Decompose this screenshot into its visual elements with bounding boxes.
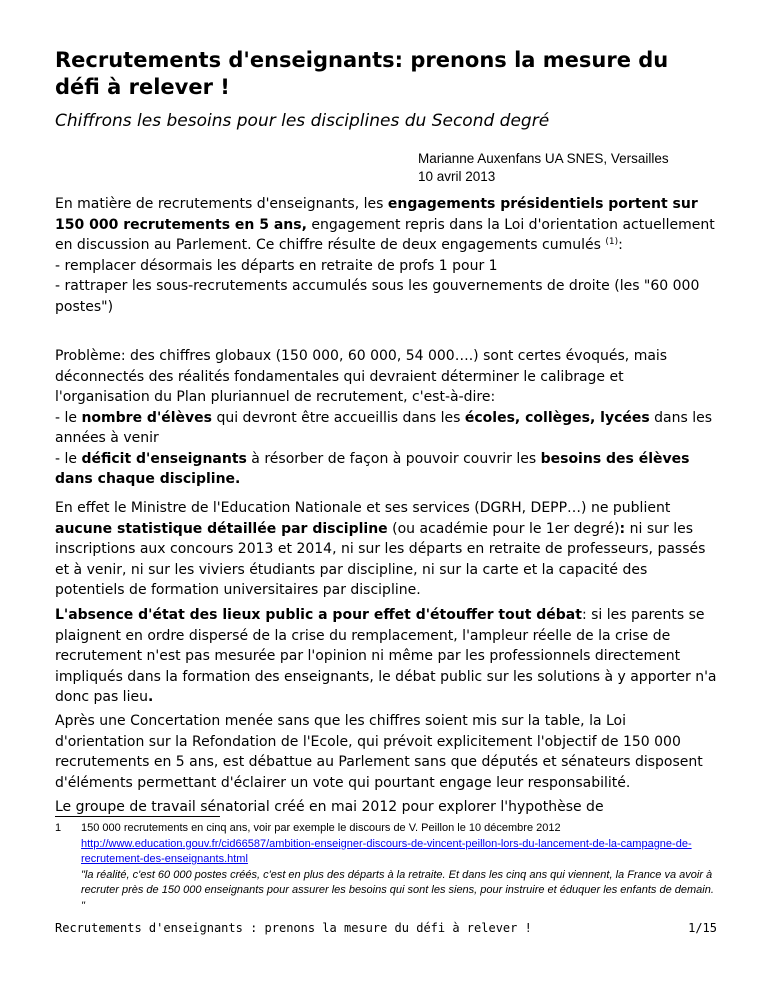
text-run: dans les années à venir — [55, 409, 713, 446]
footnote-reference[interactable]: (1) — [605, 237, 619, 247]
list-item — [55, 408, 717, 449]
bold-run: déficit d'enseignants — [81, 450, 247, 467]
text-run: ni sur les inscriptions aux concours 2013 et 2014, ni sur les départs en retraite de professeurs, passés et à venir, ni sur les viviers étudiants par discipline, ni sur la carte et la capacité des potentiels de formation universitaires par discipline. — [55, 520, 706, 598]
list-item — [55, 449, 717, 490]
paragraph-intro: Problème: des chiffres globaux (150 000, 60 000, 54 000….) sont certes évoqués, mais déconnectés des réalités fondamentales qui devraient déterminer le calibrage et l'organisation du Plan pluriannuel de recrutement, c'est-à-dire: — [55, 348, 668, 405]
bold-run: . — [147, 689, 154, 705]
text-run: qui devront être accueillis dans les — [212, 409, 465, 426]
publication-date: 10 avril 2013 — [418, 169, 496, 184]
paragraph-probleme — [55, 346, 717, 490]
text-run: En matière de recrutements d'enseignants, les — [55, 196, 388, 212]
paragraph-intro — [55, 194, 717, 256]
document-subtitle: Chiffrons les besoins pour les disciplines du Second degré — [55, 111, 550, 131]
text-run: (ou académie pour le 1er degré) — [387, 520, 620, 537]
author-block — [418, 150, 718, 186]
bold-run: engagements présidentiels portent sur 150 000 recrutements en 5 ans, — [55, 196, 698, 233]
list-item: - rattraper les sous-recrutements accumulés sous les gouvernements de droite (les "60 000 postes") — [55, 278, 700, 315]
paragraph-statistiques — [55, 498, 717, 601]
bold-run: écoles, collèges, lycées — [464, 409, 650, 426]
text-run: - le — [55, 409, 82, 426]
footnote-number: 1 — [55, 822, 62, 834]
footnote-link[interactable]: http://www.education.gouv.fr/cid66587/ambition-enseigner-discours-de-vincent-peillon-lors-du-lancement-de-la-campagne-de-recrutement-des-enseignants.html — [81, 837, 692, 865]
text-run: : — [618, 237, 623, 253]
footer-title: Recrutements d'enseignants : prenons la mesure du défi à relever ! — [55, 921, 532, 935]
paragraph-concertation: Après une Concertation menée sans que les chiffres soient mis sur la table, la Loi d'orientation sur la Refondation de l'Ecole, qui prévoit explicitement l'objectif de 150 000 recrutements en 5 ans, est débattue au Parlement sans que députés et sénateurs disposent d'éléments permettant d'éclairer un vote qui pourtant engage leur responsabilité. — [55, 713, 703, 791]
list-item: - remplacer désormais les départs en retraite de profs 1 pour 1 — [55, 257, 498, 274]
text-run: En effet le Ministre de l'Education Nationale et ses services (DGRH, DEPP…) ne publient — [55, 500, 671, 516]
document-title: Recrutements d'enseignants: prenons la mesure du défi à relever ! — [55, 48, 669, 99]
bold-run: besoins des élèves dans chaque discipline. — [55, 450, 690, 487]
paragraph-absence-debat — [55, 605, 717, 708]
bold-run: aucune statistique détaillée par discipline — [55, 520, 388, 537]
bold-run: : — [619, 520, 626, 537]
page-number: 1/15 — [688, 921, 717, 935]
text-run: à résorber de façon à pouvoir couvrir les — [246, 450, 541, 467]
bold-run: nombre d'élèves — [81, 409, 212, 426]
bold-run: L'absence d'état des lieux public a pour effet d'étouffer tout débat — [55, 607, 582, 623]
paragraph-groupe-senatorial: Le groupe de travail sénatorial créé en mai 2012 pour explorer l'hypothèse de — [55, 799, 604, 815]
footnote — [55, 821, 717, 914]
footnote-separator — [55, 816, 220, 817]
paragraph-engagements — [55, 194, 717, 317]
footnote-text: 150 000 recrutements en cinq ans, voir par exemple le discours de V. Peillon le 10 décembre 2012 — [81, 822, 561, 834]
text-run: : si les parents se plaignent en ordre dispersé de la crise du remplacement, l'ampleur réelle de la crise de recrutement n'est pas mesurée par l'opinion ni même par les professionnels directement impliqués dans la formation des enseignants, le débat public sur les solutions à y apporter n'a donc pas lieu — [55, 607, 717, 705]
author-name: Marianne Auxenfans UA SNES, Versailles — [418, 151, 669, 166]
text-run: engagement repris dans la Loi d'orientation actuellement en discussion au Parlement. Ce chiffre résulte de deux engagements cumulés — [55, 216, 715, 253]
text-run: - le — [55, 450, 82, 467]
footnote-quote: "la réalité, c'est 60 000 postes créés, c'est en plus des départs à la retraite. Et dans les cinq ans qui viennent, la France va avoir à recruter près de 150 000 enseignants pour assurer les besoins qui sont les siens, pour instruire et éduquer les enfants de demain. " — [81, 868, 714, 912]
